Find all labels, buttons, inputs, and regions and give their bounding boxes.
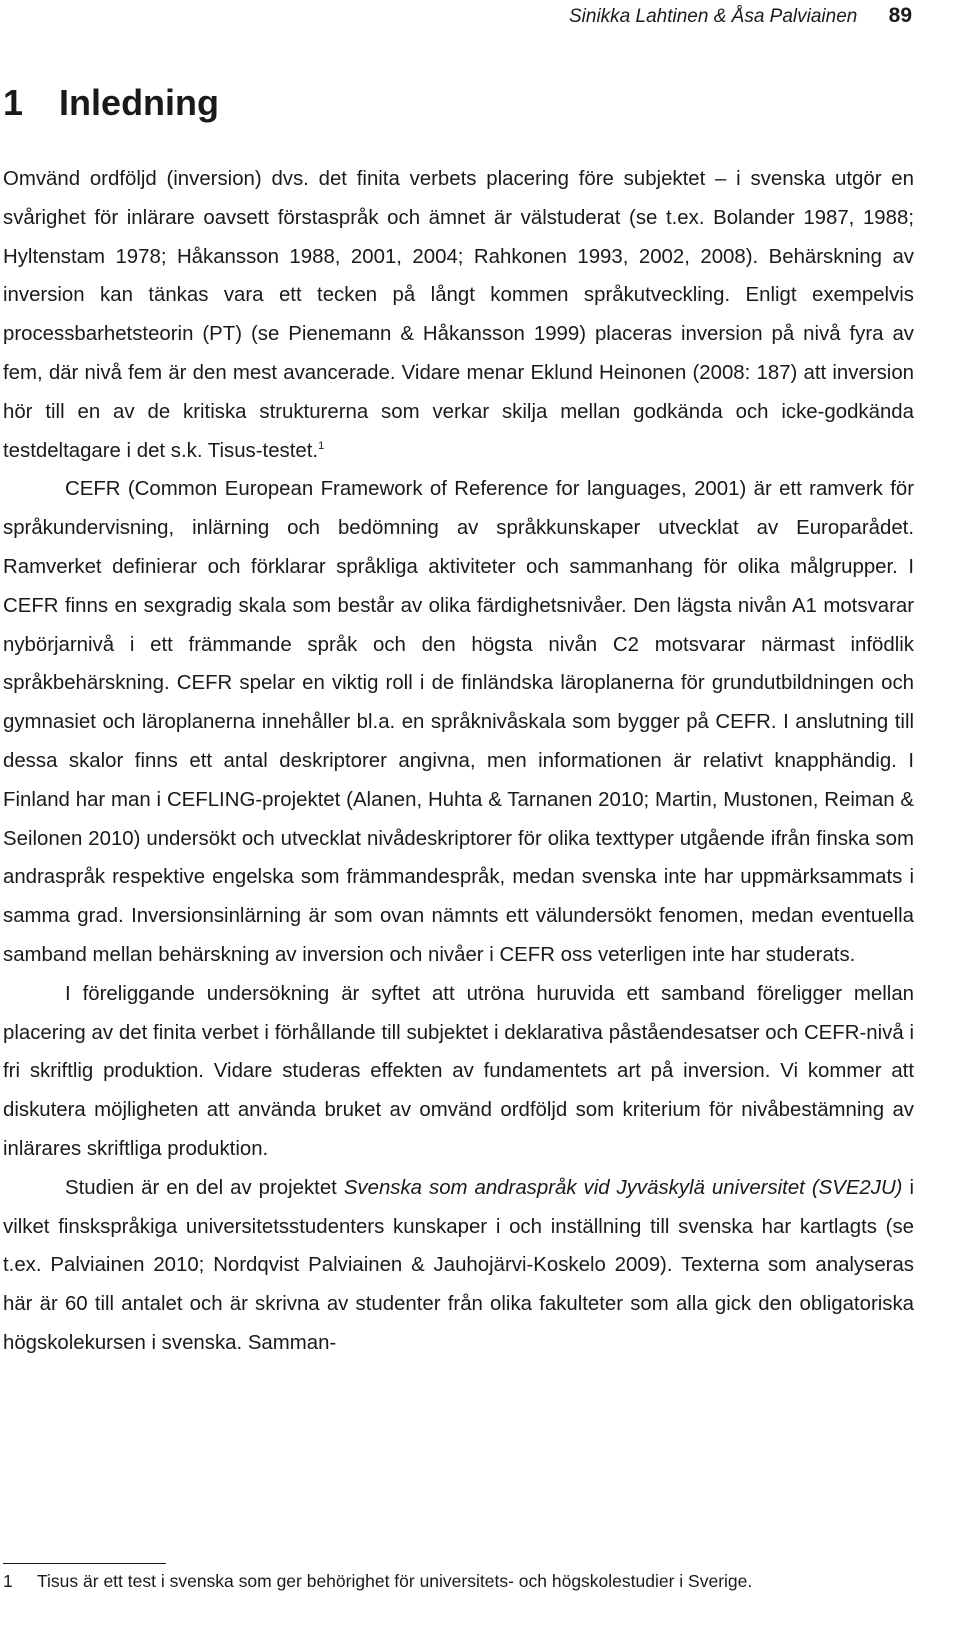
footnote-reference: 1 [318, 439, 325, 452]
paragraph-1 [3, 160, 914, 470]
footnote-number: 1 [3, 1571, 13, 1591]
paragraph-2: CEFR (Common European Framework of Reference for languages, 2001) är ett ramverk för språkundervisning, inlärning och bedömning av språkkunskaper utvecklat av Europarådet. Ramverket definierar och förklarar språkliga aktiviteter och sammanhang för olika målgrupper. I CEFR finns en sexgradig skala som består av olika färdighetsnivåer. Den lägsta nivån A1 motsvarar nybörjarnivå i ett främmande språk och den högsta nivån C2 motsvarar närmast infödlik språkbehärskning. CEFR spelar en viktig roll i de finländska läroplanerna för grundutbildningen och gymnasiet och läroplanerna innehåller bl.a. en språknivåskala som bygger på CEFR. I anslutning till dessa skalor finns ett antal deskriptorer angivna, men informationen är relativt knapphändig. I Finland har man i CEFLING-projektet (Alanen, Huhta & Tarnanen 2010; Martin, Mustonen, Reiman & Seilonen 2010) undersökt och utvecklat nivådeskriptorer för olika texttyper utgående ifrån finska som andraspråk respektive engelska som främmandespråk, medan svenska inte har uppmärksammats i samma grad. Inversionsinlärning är som ovan nämnts ett välundersökt fenomen, medan eventuella samband mellan behärskning av inversion och nivåer i CEFR oss veterligen inte har studerats. [3, 478, 914, 966]
section-title: Inledning [59, 82, 220, 123]
paragraph-4-text-start: Studien är en del av projektet [65, 1176, 344, 1199]
footnote-text: Tisus är ett test i svenska som ger behörighet för universitets- och högskolestudier i Sverige. [37, 1571, 753, 1591]
project-title: Svenska som andraspråk vid Jyväskylä universitet (SVE2JU) [343, 1176, 903, 1199]
section-heading [3, 82, 219, 124]
section-number: 1 [3, 82, 24, 123]
running-header [569, 4, 912, 28]
body-text [3, 160, 914, 1363]
paragraph-3: I föreliggande undersökning är syftet att utröna huruvida ett samband föreligger mellan placering av det finita verbet i förhållande till subjektet i deklarativa påståendesatser och CEFR-nivå i fri skriftlig produktion. Vidare studeras effekten av fundamentets art på inversion. Vi kommer att diskutera möjligheten att använda bruket av omvänd ordföljd som kriterium för nivåbestämning av inlärares skriftliga produktion. [3, 982, 914, 1160]
footnote-divider [3, 1563, 166, 1564]
paragraph-4 [3, 1169, 914, 1363]
page-number: 89 [888, 4, 912, 27]
paragraph-4-text-end: i vilket finskspråkiga universitetsstudenters kunskaper i och inställning till svenska har kartlagts (se t.ex. Palviainen 2010; Nordqvist Palviainen & Jauhojärvi-Koskelo 2009). Texterna som analyseras här är 60 till antalet och är skrivna av studenter från olika fakulteter som alla gick den obligatoriska högskolekursen i svenska. Samman- [3, 1176, 914, 1354]
footnote [3, 1571, 752, 1592]
paragraph-1-text: Omvänd ordföljd (inversion) dvs. det finita verbets placering före subjektet – i svenska utgör en svårighet för inlärare oavsett förstaspråk och ämnet är välstuderat (se t.ex. Bolander 1987, 1988; Hyltenstam 1978; Håkansson 1988, 2001, 2004; Rahkonen 1993, 2002, 2008). Behärskning av inversion kan tänkas vara ett tecken på långt kommen språkutveckling. Enligt exempelvis processbarhetsteorin (PT) (se Pienemann & Håkansson 1999) placeras inversion på nivå fyra av fem, där nivå fem är den mest avancerade. Vidare menar Eklund Heinonen (2008: 187) att inversion hör till en av de kritiska strukturerna som verkar skilja mellan godkända och icke-godkända testdeltagare i det s.k. Tisus-testet. [3, 168, 914, 462]
header-authors: Sinikka Lahtinen & Åsa Palviainen [569, 6, 858, 27]
